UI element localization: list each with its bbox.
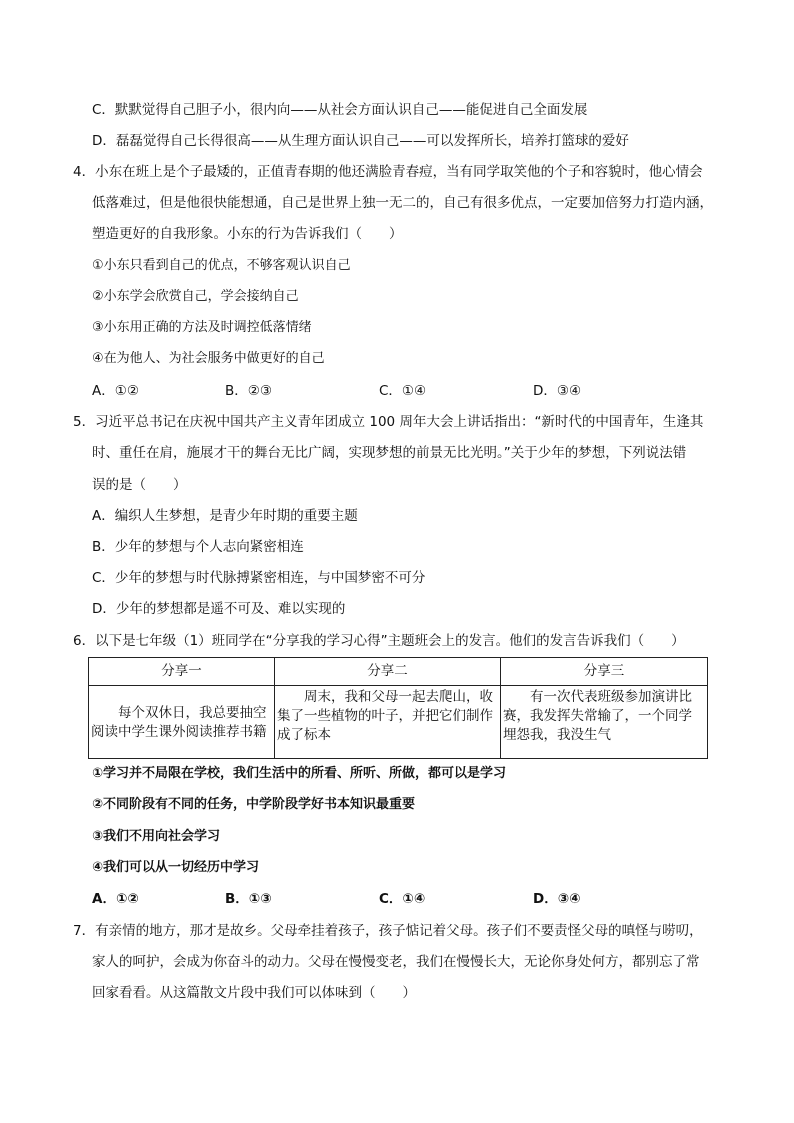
q6-statement-2: ②不同阶段有不同的任务，中学阶段学好书本知识最重要: [92, 797, 416, 812]
table-header-cell: 分享三: [501, 658, 708, 686]
q4-statement-2: ②小东学会欣赏自己，学会接纳自己: [92, 289, 299, 304]
q6-stem-line1: 6．以下是七年级（1）班同学在“分享我的学习心得”主题班会上的发言。他们的发言告诉我们（ ）: [73, 633, 685, 649]
q5-option-c: C．少年的梦想与时代脉搏紧密相连，与中国梦密不可分: [92, 570, 426, 586]
q4-statement-1: ①小东只看到自己的优点，不够客观认识自己: [92, 258, 351, 273]
q4-option-d: D．③④: [533, 383, 582, 399]
table-cell: [501, 686, 708, 759]
q5-stem-line3: 误的是（ ）: [92, 477, 187, 493]
q4-option-c: C．①④: [379, 383, 427, 399]
sharing-table: [88, 657, 708, 759]
q6-option-a: A．①②: [92, 891, 139, 907]
q5-stem-line1: 5．习近平总书记在庆祝中国共产主义青年团成立 100 周年大会上讲话指出：“新时代的中国青年，生逢其: [73, 414, 704, 430]
table-header-cell: 分享一: [89, 658, 275, 686]
q4-stem-line2: 低落难过，但是他很快能想通，自己是世界上独一无二的，自己有很多优点，一定要加倍努力打造内涵，: [92, 195, 713, 211]
q7-stem-line3: 回家看看。从这篇散文片段中我们可以体味到（ ）: [92, 985, 416, 1001]
table-cell: [275, 686, 501, 759]
q4-option-b: B．②③: [225, 383, 272, 399]
q3-option-c: C．默默觉得自己胆子小，很内向——从社会方面认识自己——能促进自己全面发展: [92, 102, 588, 118]
q5-option-d: D．少年的梦想都是遥不可及、难以实现的: [92, 601, 346, 617]
q6-option-c: C．①④: [379, 891, 426, 907]
q6-statement-4: ④我们可以从一切经历中学习: [92, 860, 260, 875]
table-cell-text: 周末，我和父母一起去爬山，收集了一些植物的叶子，并把它们制作成了标本: [277, 689, 493, 743]
q4-option-a: A．①②: [92, 383, 139, 399]
table-cell: [89, 686, 275, 759]
sharing-table-header-row: [89, 658, 708, 686]
q5-option-a: A．编织人生梦想，是青少年时期的重要主题: [92, 508, 358, 524]
q4-statement-4: ④在为他人、为社会服务中做更好的自己: [92, 351, 325, 366]
q4-statement-3: ③小东用正确的方法及时调控低落情绪: [92, 320, 312, 335]
q6-statement-1: ①学习并不局限在学校，我们生活中的所看、所听、所做，都可以是学习: [92, 766, 507, 781]
sharing-table-row: [89, 686, 708, 759]
q3-option-d: D．磊磊觉得自己长得很高——从生理方面认识自己——可以发挥所长，培养打篮球的爱好: [92, 133, 629, 149]
q4-stem-line1: 4．小东在班上是个子最矮的，正值青春期的他还满脸青春痘，当有同学取笑他的个子和容貌时，他心情会: [73, 164, 703, 180]
table-cell-text: 有一次代表班级参加演讲比赛，我发挥失常输了，一个同学埋怨我，我没生气: [503, 689, 692, 743]
q6-option-b: B．①③: [225, 891, 272, 907]
table-cell-text: 每个双休日，我总要抽空阅读中学生课外阅读推荐书籍: [91, 705, 267, 740]
q7-stem-line1: 7．有亲情的地方，那才是故乡。父母牵挂着孩子，孩子惦记着父母。孩子们不要责怪父母的嗔怪与唠叨，: [73, 923, 703, 939]
q7-stem-line2: 家人的呵护，会成为你奋斗的动力。父母在慢慢变老，我们在慢慢长大，无论你身处何方，都别忘了常: [92, 954, 700, 970]
q6-statement-3: ③我们不用向社会学习: [92, 829, 221, 844]
q5-stem-line2: 时、重任在肩，施展才干的舞台无比广阔，实现梦想的前景无比光明。”关于少年的梦想，下列说法错: [92, 445, 687, 461]
q4-stem-line3: 塑造更好的自我形象。小东的行为告诉我们（ ）: [92, 226, 403, 242]
q6-option-d: D．③④: [533, 891, 581, 907]
table-header-cell: 分享二: [275, 658, 501, 686]
q5-option-b: B．少年的梦想与个人志向紧密相连: [92, 539, 304, 555]
